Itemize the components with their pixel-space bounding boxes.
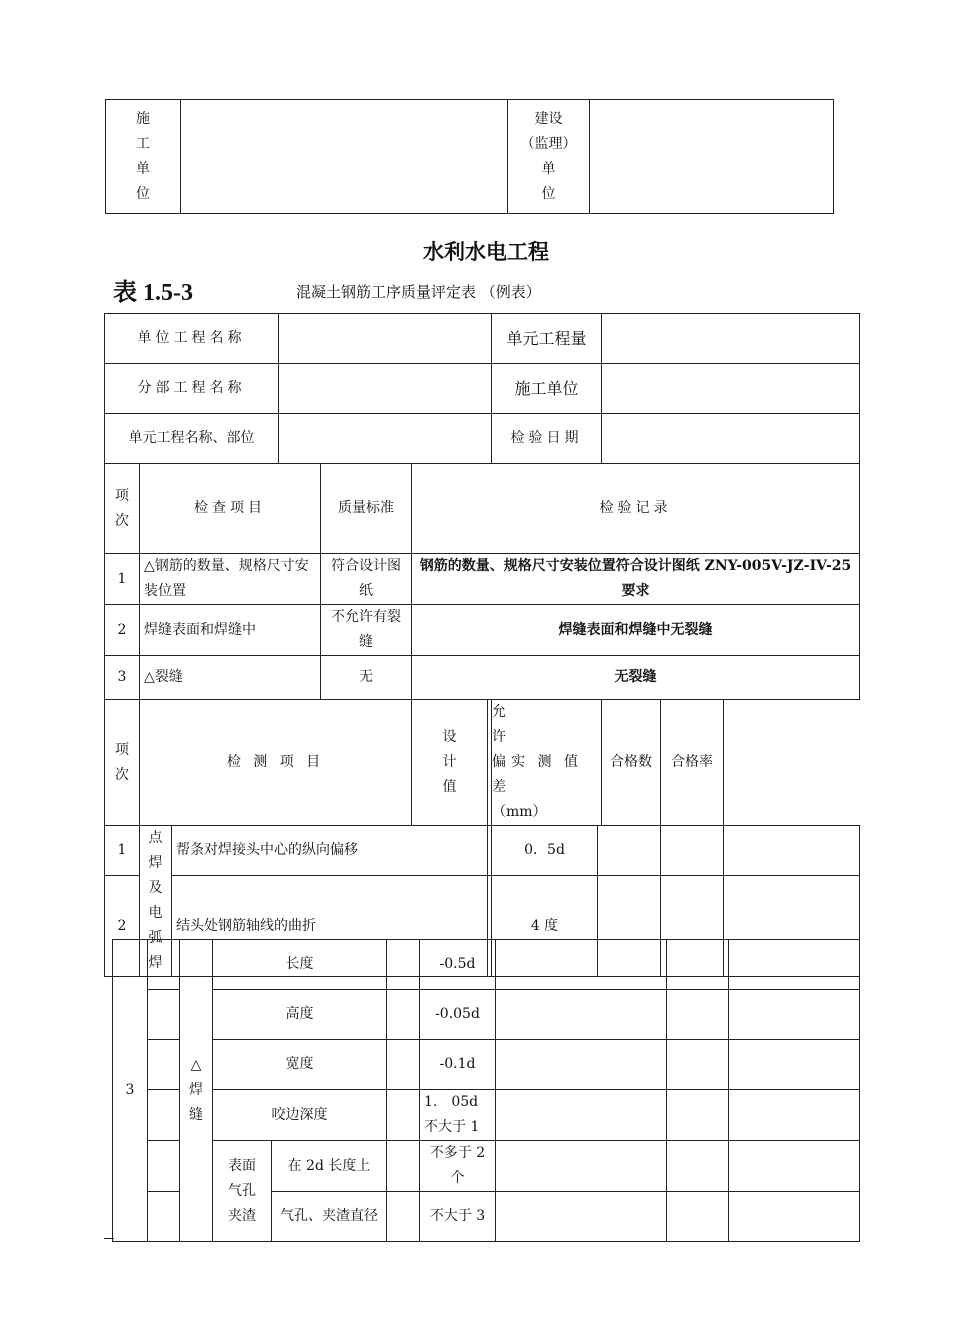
measurement-row-no: 2 bbox=[105, 876, 140, 977]
page-edge-mark bbox=[104, 1238, 114, 1239]
qualified-count-cell[interactable] bbox=[667, 1090, 729, 1141]
table-row bbox=[105, 554, 860, 605]
qualified-rate-cell[interactable] bbox=[729, 990, 860, 1040]
weld-blank-cell bbox=[148, 1192, 180, 1242]
qualified-count-cell[interactable] bbox=[667, 1192, 729, 1242]
weld-blank-cell bbox=[148, 1090, 180, 1141]
qualified-count-header: 合格数 bbox=[602, 700, 661, 826]
measured-value-cell[interactable] bbox=[496, 940, 667, 990]
tolerance-cell: 0．5d bbox=[492, 826, 598, 876]
supervision-unit-label bbox=[508, 100, 590, 214]
tolerance-cell: -0.5d bbox=[420, 940, 496, 990]
inspection-row-record[interactable]: 钢筋的数量、规格尺寸安装位置符合设计图纸 ZNY-005V-JZ-IV-25 要求 bbox=[412, 554, 860, 605]
inspection-row-item: 焊缝表面和焊缝中 bbox=[140, 605, 321, 656]
measured-value-cell[interactable] bbox=[496, 1192, 667, 1242]
table-subtitle: 混凝土钢筋工序质量评定表 （例表） bbox=[296, 283, 541, 301]
sub-project-name-label: 分部工程名称 bbox=[105, 364, 279, 414]
qualified-rate-cell[interactable] bbox=[729, 1192, 860, 1242]
evaluation-table bbox=[104, 313, 860, 977]
tolerance-cell bbox=[420, 1090, 496, 1141]
tolerance-cell: -0.05d bbox=[420, 990, 496, 1040]
weld-item: 长度 bbox=[213, 940, 387, 990]
weld-table bbox=[112, 939, 860, 1242]
sub-project-name-value[interactable] bbox=[279, 364, 492, 414]
design-value-cell[interactable] bbox=[387, 990, 420, 1040]
construction-unit-signature-cell[interactable] bbox=[181, 100, 508, 214]
design-value-cell[interactable] bbox=[387, 1192, 420, 1242]
weld-item: 在 2d 长度上 bbox=[272, 1141, 387, 1192]
page-title: 水利水电工程 bbox=[423, 240, 549, 264]
measured-value-cell[interactable] bbox=[496, 1090, 667, 1141]
design-value-cell[interactable] bbox=[387, 940, 420, 990]
tolerance-cell: 不大于 3 bbox=[420, 1192, 496, 1242]
measurement-item-no-header bbox=[105, 700, 140, 826]
surface-group-text: 表面 气孔 夹渣 bbox=[228, 1157, 256, 1224]
weld-blank-cell bbox=[148, 1040, 180, 1090]
inspection-row-no: 3 bbox=[105, 656, 140, 700]
weld-group-label bbox=[180, 940, 213, 1242]
measurement-row-no: 1 bbox=[105, 826, 140, 876]
qualified-rate-cell[interactable] bbox=[729, 940, 860, 990]
weld-row-no: 3 bbox=[113, 940, 148, 1242]
tolerance-cell: 4 度 bbox=[492, 876, 598, 977]
tolerance-text: 允许偏差 （mm） bbox=[492, 704, 547, 820]
construction-unit-value[interactable] bbox=[602, 364, 860, 414]
unit-project-name-value[interactable] bbox=[279, 314, 492, 364]
design-value-header bbox=[412, 700, 488, 826]
table-row bbox=[105, 605, 860, 656]
weld-blank-cell bbox=[148, 940, 180, 990]
supervision-unit-signature-cell[interactable] bbox=[590, 100, 834, 214]
quality-standard-header: 质量标准 bbox=[321, 464, 412, 554]
qualified-count-cell[interactable] bbox=[667, 1040, 729, 1090]
inspection-date-value[interactable] bbox=[602, 414, 860, 464]
design-value-cell[interactable] bbox=[387, 1090, 420, 1141]
weld-item: 咬边深度 bbox=[213, 1090, 387, 1141]
unit-work-quantity-value[interactable] bbox=[602, 314, 860, 364]
table-number: 表 1.5-3 bbox=[113, 280, 193, 306]
measured-value-cell[interactable] bbox=[496, 990, 667, 1040]
qualified-count-cell[interactable] bbox=[667, 1141, 729, 1192]
table-row bbox=[113, 1090, 860, 1141]
inspection-row-record[interactable]: 焊缝表面和焊缝中无裂缝 bbox=[412, 605, 860, 656]
inspection-row-item: △钢筋的数量、规格尺寸安装位置 bbox=[140, 554, 321, 605]
measurement-item-header: 检 测 项 目 bbox=[140, 700, 412, 826]
surface-group-label bbox=[213, 1141, 272, 1242]
item-no-text: 项 次 bbox=[115, 487, 129, 529]
inspection-row-item: △裂缝 bbox=[140, 656, 321, 700]
inspection-row-no: 1 bbox=[105, 554, 140, 605]
weld-group-text: △ 焊 缝 bbox=[189, 1057, 203, 1123]
tolerance-cell: -0.1d bbox=[420, 1040, 496, 1090]
inspection-row-record[interactable]: 无裂缝 bbox=[412, 656, 860, 700]
qualified-rate-cell[interactable] bbox=[729, 1040, 860, 1090]
design-value-cell[interactable] bbox=[387, 1141, 420, 1192]
element-name-value[interactable] bbox=[279, 414, 492, 464]
unit-work-quantity-label: 单元工程量 bbox=[492, 314, 602, 364]
inspection-row-standard: 无 bbox=[321, 656, 412, 700]
weld-item: 高度 bbox=[213, 990, 387, 1040]
measured-value-cell[interactable] bbox=[496, 1040, 667, 1090]
unit-project-name-label: 单位工程名称 bbox=[105, 314, 279, 364]
inspection-row-standard: 不允许有裂缝 bbox=[321, 605, 412, 656]
construction-unit-text: 施 工 单 位 bbox=[136, 110, 150, 202]
item-no-text: 项 次 bbox=[115, 741, 129, 783]
design-value-text: 设 计 值 bbox=[442, 729, 457, 795]
inspection-row-no: 2 bbox=[105, 605, 140, 656]
table-row bbox=[105, 826, 860, 876]
tolerance-text: 不多于 2 个 bbox=[429, 1145, 486, 1186]
element-name-label: 单元工程名称、部位 bbox=[105, 414, 279, 464]
spot-weld-text: 点 焊 及 电 弧 焊 bbox=[148, 830, 163, 971]
weld-item: 宽度 bbox=[213, 1040, 387, 1090]
signature-table bbox=[105, 99, 834, 214]
qualified-rate-cell[interactable] bbox=[724, 826, 860, 876]
measured-value-header: 实 测 值 bbox=[492, 700, 602, 826]
measured-value-cell[interactable] bbox=[598, 826, 661, 876]
weld-blank-cell bbox=[148, 1141, 180, 1192]
qualified-rate-cell[interactable] bbox=[729, 1090, 860, 1141]
table-row bbox=[113, 990, 860, 1040]
qualified-count-cell[interactable] bbox=[667, 940, 729, 990]
qualified-rate-cell[interactable] bbox=[729, 1141, 860, 1192]
inspection-item-header: 检查项目 bbox=[140, 464, 321, 554]
table-row bbox=[113, 940, 860, 990]
weld-blank-cell bbox=[148, 990, 180, 1040]
table-row bbox=[113, 1141, 860, 1192]
inspection-date-label: 检验日期 bbox=[492, 414, 602, 464]
inspection-row-standard: 符合设计图纸 bbox=[321, 554, 412, 605]
supervision-unit-text: 建设 （监理） 单 位 bbox=[520, 110, 577, 202]
tolerance-cell bbox=[420, 1141, 496, 1192]
table-row bbox=[105, 656, 860, 700]
inspection-item-no-header bbox=[105, 464, 140, 554]
qualified-rate-header: 合格率 bbox=[661, 700, 724, 826]
tolerance-text: 1. 05d 不大于 1 bbox=[424, 1094, 480, 1135]
measured-value-cell[interactable] bbox=[496, 1141, 667, 1192]
inspection-record-header: 检验记录 bbox=[412, 464, 860, 554]
measurement-row-item: 帮条对焊接头中心的纵向偏移 bbox=[172, 826, 488, 876]
table-row bbox=[113, 1040, 860, 1090]
construction-unit-label bbox=[106, 100, 181, 214]
qualified-count-cell[interactable] bbox=[661, 826, 724, 876]
design-value-cell[interactable] bbox=[387, 1040, 420, 1090]
weld-item: 气孔、夹渣直径 bbox=[272, 1192, 387, 1242]
qualified-count-cell[interactable] bbox=[667, 990, 729, 1040]
measurement-row-item: 结头处钢筋轴线的曲折 bbox=[172, 876, 488, 977]
construction-unit-label: 施工单位 bbox=[492, 364, 602, 414]
